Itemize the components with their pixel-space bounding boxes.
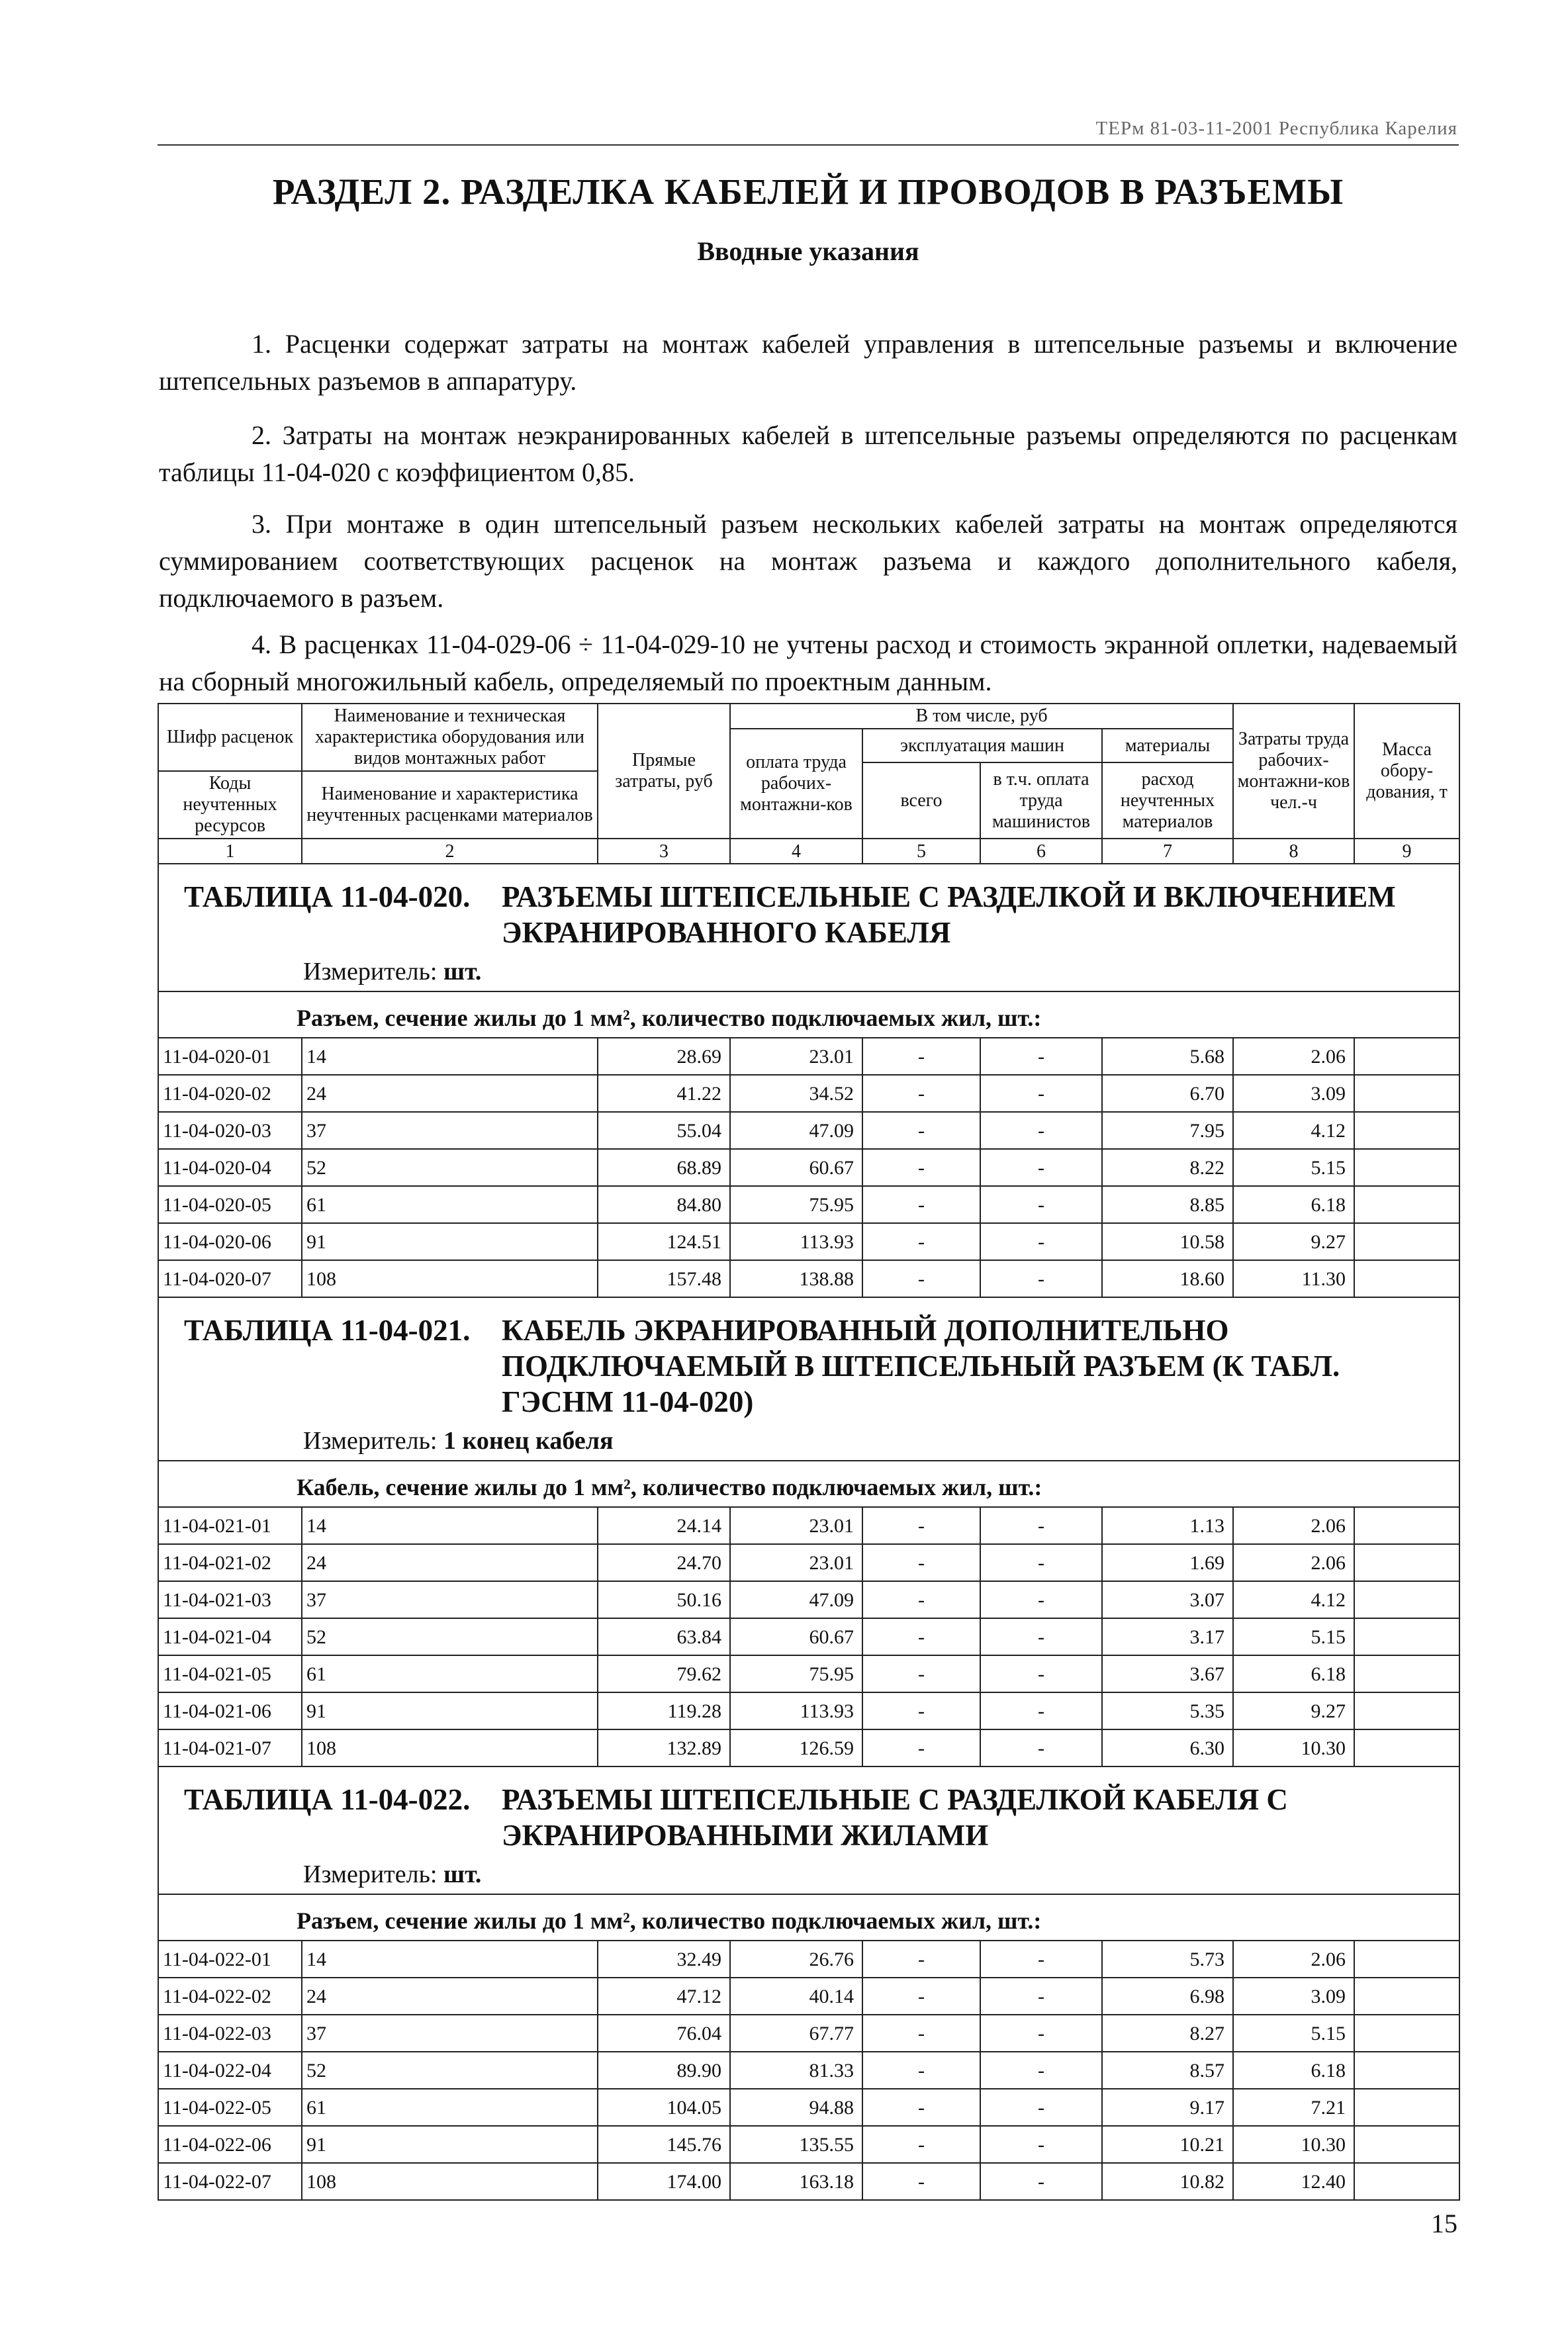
- wire-count: 52: [302, 1618, 598, 1655]
- wire-count: 37: [302, 1112, 598, 1149]
- subheader-row: [158, 991, 1459, 1038]
- materials-cost: 9.17: [1102, 2089, 1233, 2126]
- header-materials-use: расход неучтенных материалов: [1102, 762, 1233, 839]
- direct-cost: 157.48: [598, 1260, 730, 1297]
- table-row: [158, 1655, 1459, 1692]
- labor-hours: 6.18: [1233, 1186, 1354, 1223]
- materials-cost: 3.07: [1102, 1581, 1233, 1618]
- header-name: Наименование и техническая характеристика оборудования или видов монтажных работ: [302, 704, 598, 771]
- machines-pay: -: [980, 1075, 1102, 1112]
- materials-cost: 6.30: [1102, 1729, 1233, 1766]
- subheader-row: [158, 1461, 1459, 1507]
- labor-pay: 23.01: [730, 1544, 862, 1581]
- machines-total: -: [862, 1941, 980, 1978]
- labor-pay: 40.14: [730, 1978, 862, 2015]
- equipment-mass: [1354, 1729, 1459, 1766]
- labor-pay: 75.95: [730, 1655, 862, 1692]
- rate-code: 11-04-022-04: [158, 2052, 302, 2089]
- wire-count: 37: [302, 1581, 598, 1618]
- machines-total: -: [862, 1544, 980, 1581]
- materials-cost: 10.21: [1102, 2126, 1233, 2163]
- labor-hours: 5.15: [1233, 1618, 1354, 1655]
- direct-cost: 145.76: [598, 2126, 730, 2163]
- labor-hours: 9.27: [1233, 1223, 1354, 1260]
- equipment-mass: [1354, 2089, 1459, 2126]
- labor-hours: 6.18: [1233, 1655, 1354, 1692]
- table-title: [159, 1312, 1459, 1420]
- machines-pay: -: [980, 1941, 1102, 1978]
- machines-pay: -: [980, 1729, 1102, 1766]
- labor-hours: 10.30: [1233, 1729, 1354, 1766]
- direct-cost: 124.51: [598, 1223, 730, 1260]
- machines-total: -: [862, 1581, 980, 1618]
- direct-cost: 47.12: [598, 1978, 730, 2015]
- labor-hours: 2.06: [1233, 1941, 1354, 1978]
- labor-hours: 2.06: [1233, 1507, 1354, 1544]
- labor-pay: 60.67: [730, 1618, 862, 1655]
- measure-unit: [159, 1860, 1459, 1888]
- machines-pay: -: [980, 2015, 1102, 2052]
- column-number: 2: [302, 839, 598, 864]
- machines-total: -: [862, 1186, 980, 1223]
- table-row: [158, 1729, 1459, 1766]
- rate-code: 11-04-020-01: [158, 1038, 302, 1075]
- table-label: ТАБЛИЦА 11-04-021.: [184, 1314, 471, 1347]
- table-title-row: [158, 1766, 1459, 1860]
- direct-cost: 119.28: [598, 1692, 730, 1729]
- equipment-mass: [1354, 1260, 1459, 1297]
- intro-paragraph-3: 3. При монтаже в один штепсельный разъем нескольких кабелей затраты на монтаж определяются суммированием соответствующих расценок на монтаж разъема и каждого дополнительного кабеля, подключаемого в разъем.: [159, 509, 1457, 613]
- table-name: РАЗЪЕМЫ ШТЕПСЕЛЬНЫЕ С РАЗДЕЛКОЙ И ВКЛЮЧЕНИЕМ ЭКРАНИРОВАННОГО КАБЕЛЯ: [502, 880, 1396, 949]
- measure-row: [158, 1426, 1459, 1461]
- equipment-mass: [1354, 1544, 1459, 1581]
- machines-total: -: [862, 1038, 980, 1075]
- wire-count: 14: [302, 1941, 598, 1978]
- machines-total: -: [862, 1149, 980, 1186]
- wire-count: 14: [302, 1507, 598, 1544]
- labor-pay: 23.01: [730, 1038, 862, 1075]
- direct-cost: 174.00: [598, 2163, 730, 2200]
- equipment-mass: [1354, 1075, 1459, 1112]
- equipment-mass: [1354, 1038, 1459, 1075]
- table-title-row: [158, 1297, 1459, 1426]
- materials-cost: 5.68: [1102, 1038, 1233, 1075]
- table-title-row: [158, 864, 1459, 957]
- machines-pay: -: [980, 1544, 1102, 1581]
- rate-code: 11-04-021-05: [158, 1655, 302, 1692]
- measure-value: 1 конец кабеля: [443, 1427, 614, 1455]
- wire-count: 91: [302, 2126, 598, 2163]
- labor-hours: 3.09: [1233, 1075, 1354, 1112]
- labor-hours: 6.18: [1233, 2052, 1354, 2089]
- equipment-mass: [1354, 1618, 1459, 1655]
- machines-pay: -: [980, 1655, 1102, 1692]
- measure-unit: [159, 958, 1459, 986]
- labor-pay: 75.95: [730, 1186, 862, 1223]
- direct-cost: 132.89: [598, 1729, 730, 1766]
- measure-prefix: Измеритель:: [303, 958, 438, 986]
- labor-hours: 9.27: [1233, 1692, 1354, 1729]
- materials-cost: 10.58: [1102, 1223, 1233, 1260]
- header-labor-costs: Затраты труда рабочих-монтажни-ков чел.-ч: [1233, 704, 1354, 839]
- header-machines: эксплуатация машин: [862, 729, 1102, 762]
- equipment-mass: [1354, 1223, 1459, 1260]
- materials-cost: 5.73: [1102, 1941, 1233, 1978]
- running-head: ТЕРм 81-03-11-2001 Республика Карелия: [1095, 118, 1457, 139]
- equipment-mass: [1354, 1941, 1459, 1978]
- table-row: [158, 1260, 1459, 1297]
- table-row: [158, 2052, 1459, 2089]
- materials-cost: 6.98: [1102, 1978, 1233, 2015]
- machines-pay: -: [980, 1978, 1102, 2015]
- equipment-mass: [1354, 1149, 1459, 1186]
- direct-cost: 24.14: [598, 1507, 730, 1544]
- header-resource-codes: Коды неучтенных ресурсов: [158, 771, 302, 839]
- rate-code: 11-04-021-07: [158, 1729, 302, 1766]
- measure-value: шт.: [443, 958, 482, 986]
- materials-cost: 1.13: [1102, 1507, 1233, 1544]
- machines-pay: -: [980, 2052, 1102, 2089]
- wire-count: 108: [302, 1729, 598, 1766]
- wire-count: 52: [302, 2052, 598, 2089]
- machines-total: -: [862, 1260, 980, 1297]
- labor-hours: 3.09: [1233, 1978, 1354, 2015]
- materials-cost: 5.35: [1102, 1692, 1233, 1729]
- direct-cost: 104.05: [598, 2089, 730, 2126]
- table-title: [159, 1782, 1459, 1853]
- wire-count: 61: [302, 1186, 598, 1223]
- equipment-mass: [1354, 2052, 1459, 2089]
- rate-code: 11-04-020-07: [158, 1260, 302, 1297]
- table-row: [158, 2126, 1459, 2163]
- measure-prefix: Измеритель:: [303, 1427, 438, 1455]
- rate-code: 11-04-022-06: [158, 2126, 302, 2163]
- rate-code: 11-04-020-03: [158, 1112, 302, 1149]
- table-subheader: Кабель, сечение жилы до 1 мм², количество подключаемых жил, шт.:: [158, 1461, 1459, 1507]
- wire-count: 91: [302, 1223, 598, 1260]
- equipment-mass: [1354, 1112, 1459, 1149]
- materials-cost: 6.70: [1102, 1075, 1233, 1112]
- direct-cost: 50.16: [598, 1581, 730, 1618]
- machines-total: -: [862, 1618, 980, 1655]
- direct-cost: 68.89: [598, 1149, 730, 1186]
- rates-table: [158, 703, 1460, 2201]
- equipment-mass: [1354, 2126, 1459, 2163]
- labor-hours: 10.30: [1233, 2126, 1354, 2163]
- header-materials-name: Наименование и характеристика неучтенных расценками материалов: [302, 771, 598, 839]
- table-row: [158, 1186, 1459, 1223]
- direct-cost: 24.70: [598, 1544, 730, 1581]
- intro-paragraph-2: 2. Затраты на монтаж неэкранированных кабелей в штепсельные разъемы определяются по расценкам таблицы 11-04-020 с коэффициентом 0,85.: [159, 420, 1457, 487]
- table-row: [158, 1941, 1459, 1978]
- labor-pay: 47.09: [730, 1581, 862, 1618]
- column-number: 9: [1354, 839, 1459, 864]
- wire-count: 91: [302, 1692, 598, 1729]
- column-number: 1: [158, 839, 302, 864]
- labor-pay: 67.77: [730, 2015, 862, 2052]
- labor-pay: 81.33: [730, 2052, 862, 2089]
- labor-hours: 7.21: [1233, 2089, 1354, 2126]
- column-number: 6: [980, 839, 1102, 864]
- wire-count: 24: [302, 1978, 598, 2015]
- rate-code: 11-04-021-04: [158, 1618, 302, 1655]
- labor-pay: 94.88: [730, 2089, 862, 2126]
- labor-pay: 23.01: [730, 1507, 862, 1544]
- column-number: 4: [730, 839, 862, 864]
- equipment-mass: [1354, 1692, 1459, 1729]
- rate-code: 11-04-022-03: [158, 2015, 302, 2052]
- machines-pay: -: [980, 1581, 1102, 1618]
- machines-pay: -: [980, 1223, 1102, 1260]
- labor-hours: 5.15: [1233, 2015, 1354, 2052]
- rate-code: 11-04-021-02: [158, 1544, 302, 1581]
- table-name: КАБЕЛЬ ЭКРАНИРОВАННЫЙ ДОПОЛНИТЕЛЬНО ПОДКЛЮЧАЕМЫЙ В ШТЕПСЕЛЬНЫЙ РАЗЪЕМ (К ТАБЛ. ГЭСНМ 11-04-020): [502, 1314, 1340, 1418]
- direct-cost: 79.62: [598, 1655, 730, 1692]
- labor-hours: 4.12: [1233, 1112, 1354, 1149]
- labor-hours: 5.15: [1233, 1149, 1354, 1186]
- rate-code: 11-04-022-01: [158, 1941, 302, 1978]
- direct-cost: 55.04: [598, 1112, 730, 1149]
- materials-cost: 18.60: [1102, 1260, 1233, 1297]
- intro-paragraph-4: 4. В расценках 11-04-029-06 ÷ 11-04-029-10 не учтены расход и стоимость экранной оплетки, надеваемый на сборный многожильный кабель, определяемый по проектным данным.: [159, 629, 1457, 696]
- rate-code: 11-04-022-02: [158, 1978, 302, 2015]
- labor-pay: 34.52: [730, 1075, 862, 1112]
- labor-hours: 11.30: [1233, 1260, 1354, 1297]
- column-number: 5: [862, 839, 980, 864]
- wire-count: 61: [302, 1655, 598, 1692]
- machines-pay: -: [980, 1186, 1102, 1223]
- table-row: [158, 1618, 1459, 1655]
- intro-heading: Вводные указания: [697, 236, 919, 266]
- table-label: ТАБЛИЦА 11-04-022.: [184, 1783, 471, 1816]
- machines-total: -: [862, 2089, 980, 2126]
- equipment-mass: [1354, 1655, 1459, 1692]
- labor-hours: 4.12: [1233, 1581, 1354, 1618]
- machines-pay: -: [980, 2126, 1102, 2163]
- labor-pay: 60.67: [730, 1149, 862, 1186]
- rate-code: 11-04-021-06: [158, 1692, 302, 1729]
- wire-count: 52: [302, 1149, 598, 1186]
- rate-code: 11-04-020-05: [158, 1186, 302, 1223]
- labor-pay: 135.55: [730, 2126, 862, 2163]
- header-machines-total: всего: [862, 762, 980, 839]
- direct-cost: 63.84: [598, 1618, 730, 1655]
- machines-pay: -: [980, 2089, 1102, 2126]
- labor-pay: 113.93: [730, 1692, 862, 1729]
- machines-pay: -: [980, 1618, 1102, 1655]
- machines-total: -: [862, 1075, 980, 1112]
- column-number: 3: [598, 839, 730, 864]
- rate-code: 11-04-020-06: [158, 1223, 302, 1260]
- equipment-mass: [1354, 2015, 1459, 2052]
- table-label: ТАБЛИЦА 11-04-020.: [184, 880, 471, 913]
- column-number: 8: [1233, 839, 1354, 864]
- machines-pay: -: [980, 1260, 1102, 1297]
- materials-cost: 8.85: [1102, 1186, 1233, 1223]
- header-materials: материалы: [1102, 729, 1233, 762]
- measure-prefix: Измеритель:: [303, 1860, 438, 1888]
- direct-cost: 41.22: [598, 1075, 730, 1112]
- materials-cost: 10.82: [1102, 2163, 1233, 2200]
- rate-code: 11-04-021-03: [158, 1581, 302, 1618]
- table-row: [158, 1978, 1459, 2015]
- table-subheader: Разъем, сечение жилы до 1 мм², количество подключаемых жил, шт.:: [158, 991, 1459, 1038]
- rate-code: 11-04-022-07: [158, 2163, 302, 2200]
- materials-cost: 8.57: [1102, 2052, 1233, 2089]
- labor-hours: 12.40: [1233, 2163, 1354, 2200]
- labor-hours: 2.06: [1233, 1038, 1354, 1075]
- rate-code: 11-04-021-01: [158, 1507, 302, 1544]
- measure-unit: [159, 1427, 1459, 1455]
- header-equipment-mass: Масса обору-дования, т: [1354, 704, 1459, 839]
- direct-cost: 89.90: [598, 2052, 730, 2089]
- machines-total: -: [862, 1978, 980, 2015]
- table-row: [158, 1038, 1459, 1075]
- table-subheader: Разъем, сечение жилы до 1 мм², количество подключаемых жил, шт.:: [158, 1894, 1459, 1941]
- wire-count: 108: [302, 2163, 598, 2200]
- measure-value: шт.: [443, 1860, 482, 1888]
- rate-code: 11-04-022-05: [158, 2089, 302, 2126]
- direct-cost: 84.80: [598, 1186, 730, 1223]
- machines-pay: -: [980, 1507, 1102, 1544]
- header-labor-pay: оплата труда рабочих-монтажни-ков: [730, 729, 862, 839]
- header-rule: [158, 144, 1459, 146]
- equipment-mass: [1354, 2163, 1459, 2200]
- column-number: 7: [1102, 839, 1233, 864]
- materials-cost: 7.95: [1102, 1112, 1233, 1149]
- machines-total: -: [862, 2126, 980, 2163]
- direct-cost: 32.49: [598, 1941, 730, 1978]
- machines-pay: -: [980, 1692, 1102, 1729]
- table-row: [158, 1544, 1459, 1581]
- direct-cost: 28.69: [598, 1038, 730, 1075]
- table-name: РАЗЪЕМЫ ШТЕПСЕЛЬНЫЕ С РАЗДЕЛКОЙ КАБЕЛЯ С ЭКРАНИРОВАННЫМИ ЖИЛАМИ: [502, 1783, 1288, 1852]
- materials-cost: 8.22: [1102, 1149, 1233, 1186]
- machines-total: -: [862, 1729, 980, 1766]
- labor-hours: 2.06: [1233, 1544, 1354, 1581]
- equipment-mass: [1354, 1581, 1459, 1618]
- labor-pay: 138.88: [730, 1260, 862, 1297]
- machines-pay: -: [980, 2163, 1102, 2200]
- table-row: [158, 1223, 1459, 1260]
- subheader-row: [158, 1894, 1459, 1941]
- machines-total: -: [862, 1112, 980, 1149]
- labor-pay: 113.93: [730, 1223, 862, 1260]
- machines-total: -: [862, 2015, 980, 2052]
- table-row: [158, 2163, 1459, 2200]
- page-number: 15: [1431, 2209, 1457, 2238]
- labor-pay: 163.18: [730, 2163, 862, 2200]
- table-row: [158, 2015, 1459, 2052]
- table-title: [159, 879, 1459, 950]
- table-row: [158, 1075, 1459, 1112]
- section-title: РАЗДЕЛ 2. РАЗДЕЛКА КАБЕЛЕЙ И ПРОВОДОВ В РАЗЪЕМЫ: [272, 171, 1344, 212]
- wire-count: 108: [302, 1260, 598, 1297]
- header-including: В том числе, руб: [730, 704, 1233, 729]
- table-row: [158, 1507, 1459, 1544]
- machines-total: -: [862, 1223, 980, 1260]
- machines-pay: -: [980, 1112, 1102, 1149]
- header-direct-costs: Прямые затраты, руб: [598, 704, 730, 839]
- labor-pay: 47.09: [730, 1112, 862, 1149]
- machines-total: -: [862, 2052, 980, 2089]
- table-row: [158, 1112, 1459, 1149]
- intro-paragraph-1: 1. Расценки содержат затраты на монтаж кабелей управления в штепсельные разъемы и включение штепсельных разъемов в аппаратуру.: [159, 329, 1457, 396]
- measure-row: [158, 957, 1459, 991]
- equipment-mass: [1354, 1186, 1459, 1223]
- labor-pay: 126.59: [730, 1729, 862, 1766]
- table-row: [158, 1149, 1459, 1186]
- materials-cost: 3.67: [1102, 1655, 1233, 1692]
- wire-count: 24: [302, 1075, 598, 1112]
- machines-total: -: [862, 2163, 980, 2200]
- wire-count: 37: [302, 2015, 598, 2052]
- table-row: [158, 2089, 1459, 2126]
- measure-row: [158, 1860, 1459, 1894]
- machines-total: -: [862, 1655, 980, 1692]
- wire-count: 61: [302, 2089, 598, 2126]
- machines-total: -: [862, 1507, 980, 1544]
- machines-total: -: [862, 1692, 980, 1729]
- table-row: [158, 1692, 1459, 1729]
- materials-cost: 8.27: [1102, 2015, 1233, 2052]
- wire-count: 24: [302, 1544, 598, 1581]
- materials-cost: 1.69: [1102, 1544, 1233, 1581]
- table-row: [158, 1581, 1459, 1618]
- rate-code: 11-04-020-02: [158, 1075, 302, 1112]
- machines-pay: -: [980, 1038, 1102, 1075]
- materials-cost: 3.17: [1102, 1618, 1233, 1655]
- equipment-mass: [1354, 1507, 1459, 1544]
- rate-code: 11-04-020-04: [158, 1149, 302, 1186]
- labor-pay: 26.76: [730, 1941, 862, 1978]
- machines-pay: -: [980, 1149, 1102, 1186]
- wire-count: 14: [302, 1038, 598, 1075]
- header-machines-pay: в т.ч. оплата труда машинистов: [980, 762, 1102, 839]
- equipment-mass: [1354, 1978, 1459, 2015]
- header-code: Шифр расценок: [158, 704, 302, 771]
- direct-cost: 76.04: [598, 2015, 730, 2052]
